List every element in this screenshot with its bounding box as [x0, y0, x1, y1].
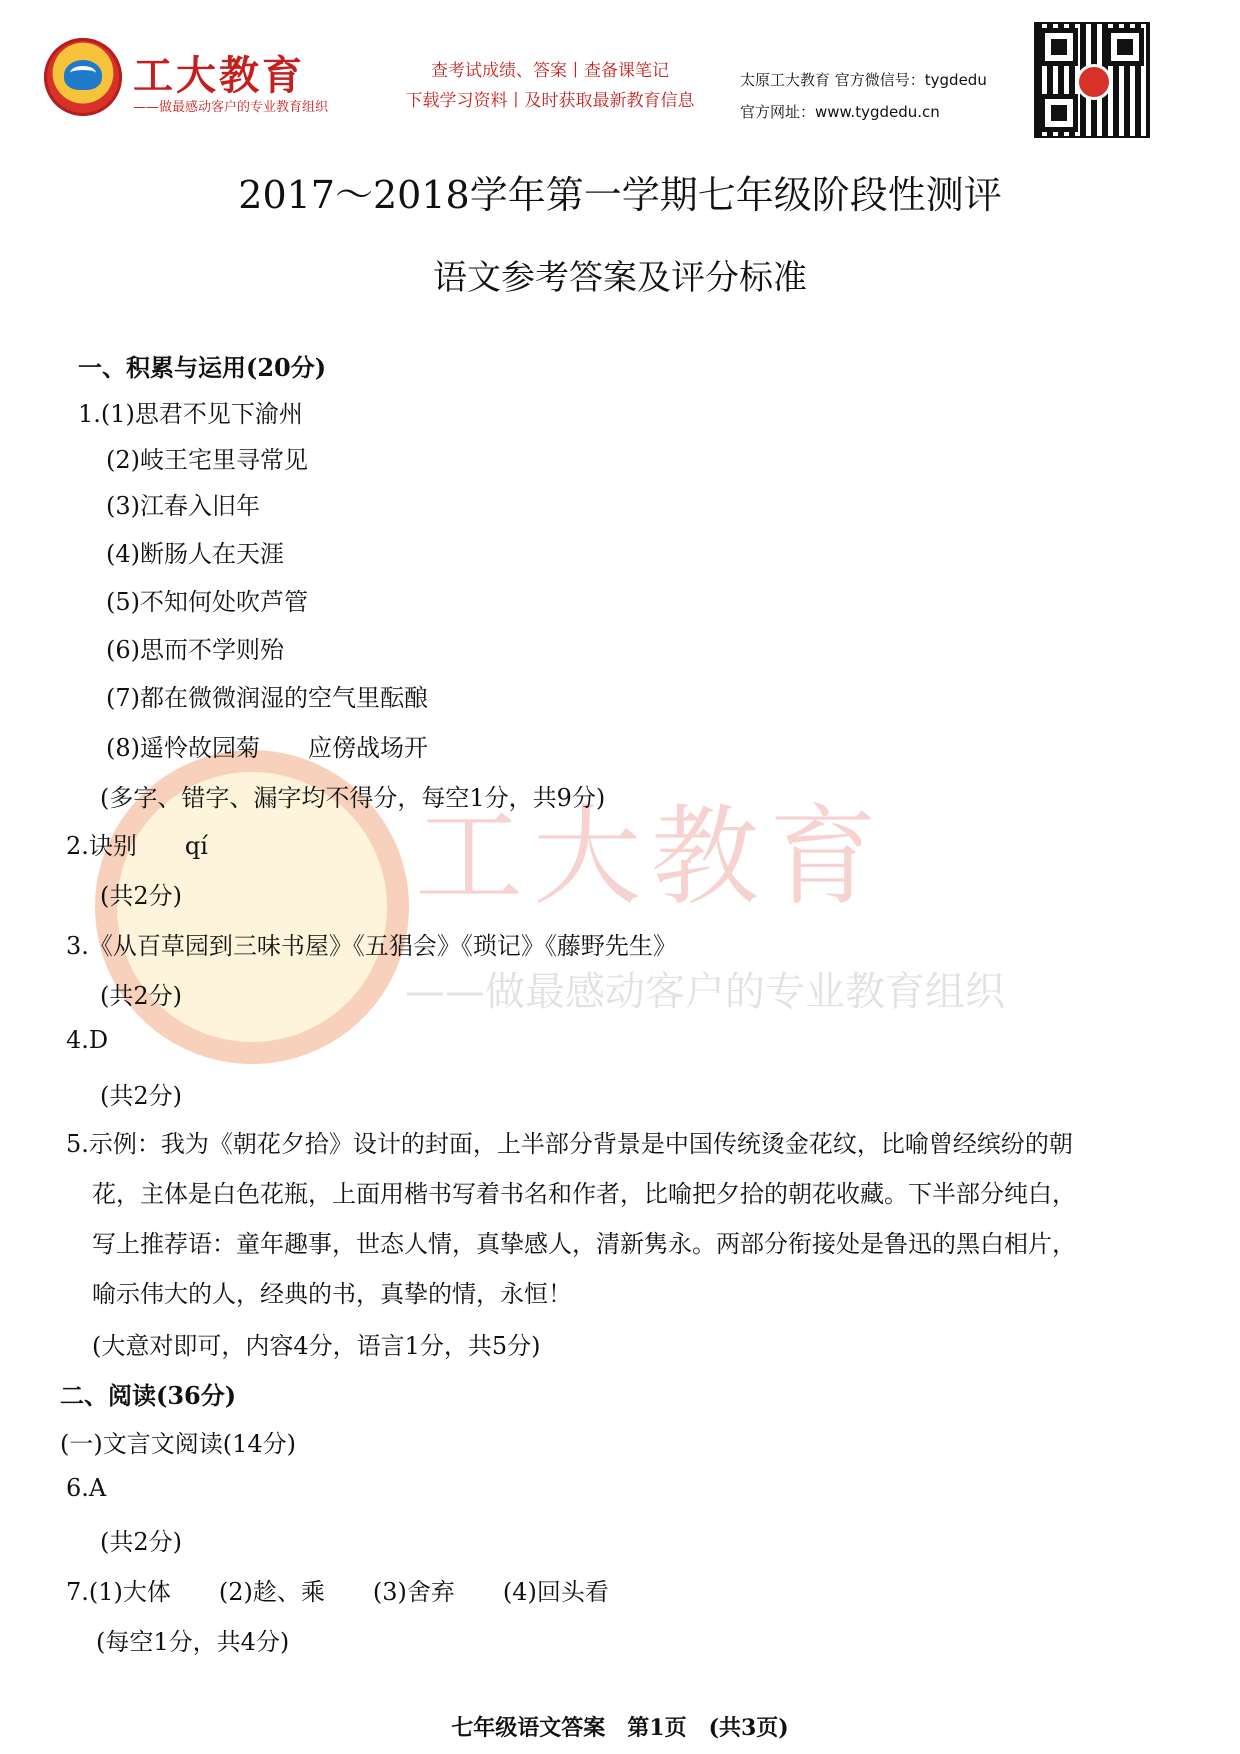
- page-header: [0, 0, 1240, 140]
- scoring-note: (共2分): [100, 882, 182, 910]
- brand-logo-icon: [44, 38, 122, 116]
- brand-slogan: ——做最感动客户的专业教育组织: [133, 100, 329, 115]
- promo-text: [380, 56, 720, 116]
- scoring-note: (共2分): [100, 982, 182, 1010]
- answer-line: (8)遥怜故园菊 应傍战场开: [106, 734, 428, 762]
- promo-line: 下载学习资料丨及时获取最新教育信息: [405, 91, 695, 111]
- answer-line: 6.A: [66, 1474, 107, 1502]
- answer-line: (3)江春入旧年: [106, 492, 260, 520]
- scoring-note: (多字、错字、漏字均不得分，每空1分，共9分): [100, 784, 606, 812]
- subsection-heading: (一)文言文阅读(14分): [60, 1430, 296, 1458]
- answer-paragraph-line: 5.示例：我为《朝花夕拾》设计的封面，上半部分背景是中国传统烫金花纹，比喻曾经缤纷的朝: [66, 1130, 1073, 1158]
- answer-paragraph-line: 花，主体是白色花瓶，上面用楷书写着书名和作者，比喻把夕拾的朝花收藏。下半部分纯白，: [92, 1180, 1076, 1208]
- contact-website: 官方网址：www.tygdedu.cn: [740, 103, 940, 121]
- answer-line: (6)思而不学则殆: [106, 636, 284, 664]
- document-subtitle: 语文参考答案及评分标准: [433, 258, 807, 298]
- scoring-note: (每空1分，共4分): [96, 1628, 290, 1656]
- document-title: 2017～2018学年第一学期七年级阶段性测评: [238, 173, 1002, 217]
- watermark-slogan: ——做最感动客户的专业教育组织: [405, 969, 1005, 1015]
- answer-line: (4)断肠人在天涯: [106, 540, 284, 568]
- answer-line: (2)岐王宅里寻常见: [106, 446, 308, 474]
- answer-line: 4.D: [66, 1026, 109, 1054]
- answer-line: (5)不知何处吹芦管: [106, 588, 308, 616]
- section-heading: 一、积累与运用(20分): [78, 353, 327, 382]
- answer-line: (7)都在微微润湿的空气里酝酿: [106, 684, 428, 712]
- scoring-note: (共2分): [100, 1082, 182, 1110]
- answer-paragraph-line: 喻示伟大的人，经典的书，真挚的情，永恒！: [92, 1280, 572, 1308]
- answer-line: 2.诀别 qí: [66, 832, 208, 860]
- scoring-note: (大意对即可，内容4分，语言1分，共5分): [92, 1332, 541, 1360]
- scoring-note: (共2分): [100, 1528, 182, 1556]
- contact-wechat: 太原工大教育 官方微信号：tygdedu: [740, 71, 987, 89]
- watermark-brand: 工大教育: [415, 795, 888, 920]
- answer-line: 3.《从百草园到三味书屋》《五猖会》《琐记》《藤野先生》: [66, 932, 677, 960]
- contact-info: [740, 64, 987, 128]
- brand-name: 工大教育: [133, 53, 305, 99]
- section-heading: 二、阅读(36分): [60, 1381, 237, 1410]
- qr-code-icon: [1034, 22, 1150, 138]
- answer-line: 1.(1)思君不见下渝州: [78, 400, 303, 428]
- answer-paragraph-line: 写上推荐语：童年趣事，世态人情，真挚感人，清新隽永。两部分衔接处是鲁迅的黑白相片，: [92, 1230, 1076, 1258]
- page-footer: 七年级语文答案 第1页 (共3页): [451, 1715, 789, 1741]
- answer-line: 7.(1)大体 (2)趁、乘 (3)舍弃 (4)回头看: [66, 1578, 609, 1606]
- promo-line: 查考试成绩、答案丨查备课笔记: [431, 61, 669, 81]
